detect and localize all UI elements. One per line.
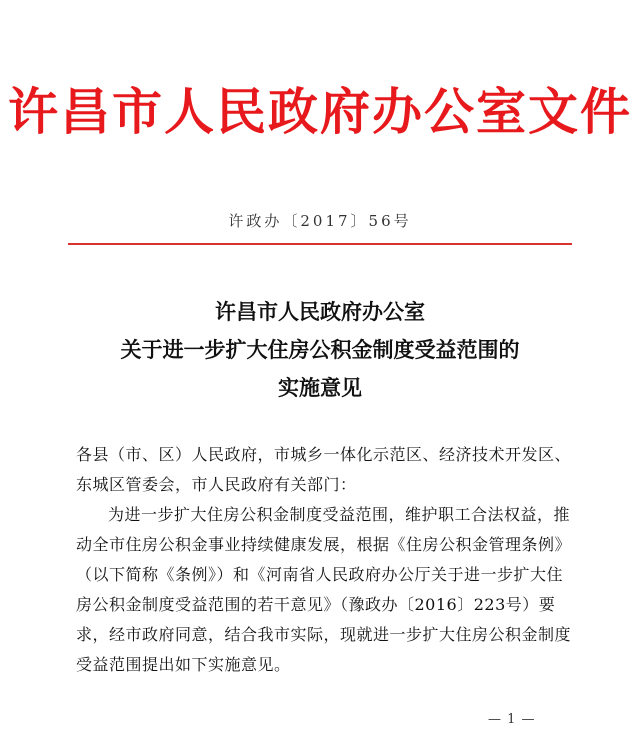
- title-line-2: 关于进一步扩大住房公积金制度受益范围的: [120, 337, 520, 362]
- salutation: 各县（市、区）人民政府，市城乡一体化示范区、经济技术开发区、东城区管委会，市人民政府有关部门：: [76, 445, 572, 494]
- document-body: [76, 440, 576, 680]
- document-title: [0, 293, 640, 407]
- page-number: — 1 —: [488, 712, 536, 727]
- body-paragraph: 为进一步扩大住房公积金制度受益范围，维护职工合法权益，推动全市住房公积金事业持续健康发展，根据《住房公积金管理条例》（以下简称《条例》）和《河南省人民政府办公厅关于进一步扩大住房公积金制度受益范围的若干意见》（豫政办〔2016〕223号）要求，经市政府同意，结合我市实际，现就进一步扩大住房公积金制度受益范围提出如下实施意见。: [76, 505, 572, 674]
- masthead-title: 许昌市人民政府办公室文件: [8, 82, 632, 141]
- document-number: 许政办〔2017〕56号: [228, 212, 412, 230]
- red-divider-line: [68, 243, 572, 245]
- title-line-1: 许昌市人民政府办公室: [215, 299, 425, 324]
- title-line-3: 实施意见: [278, 375, 362, 400]
